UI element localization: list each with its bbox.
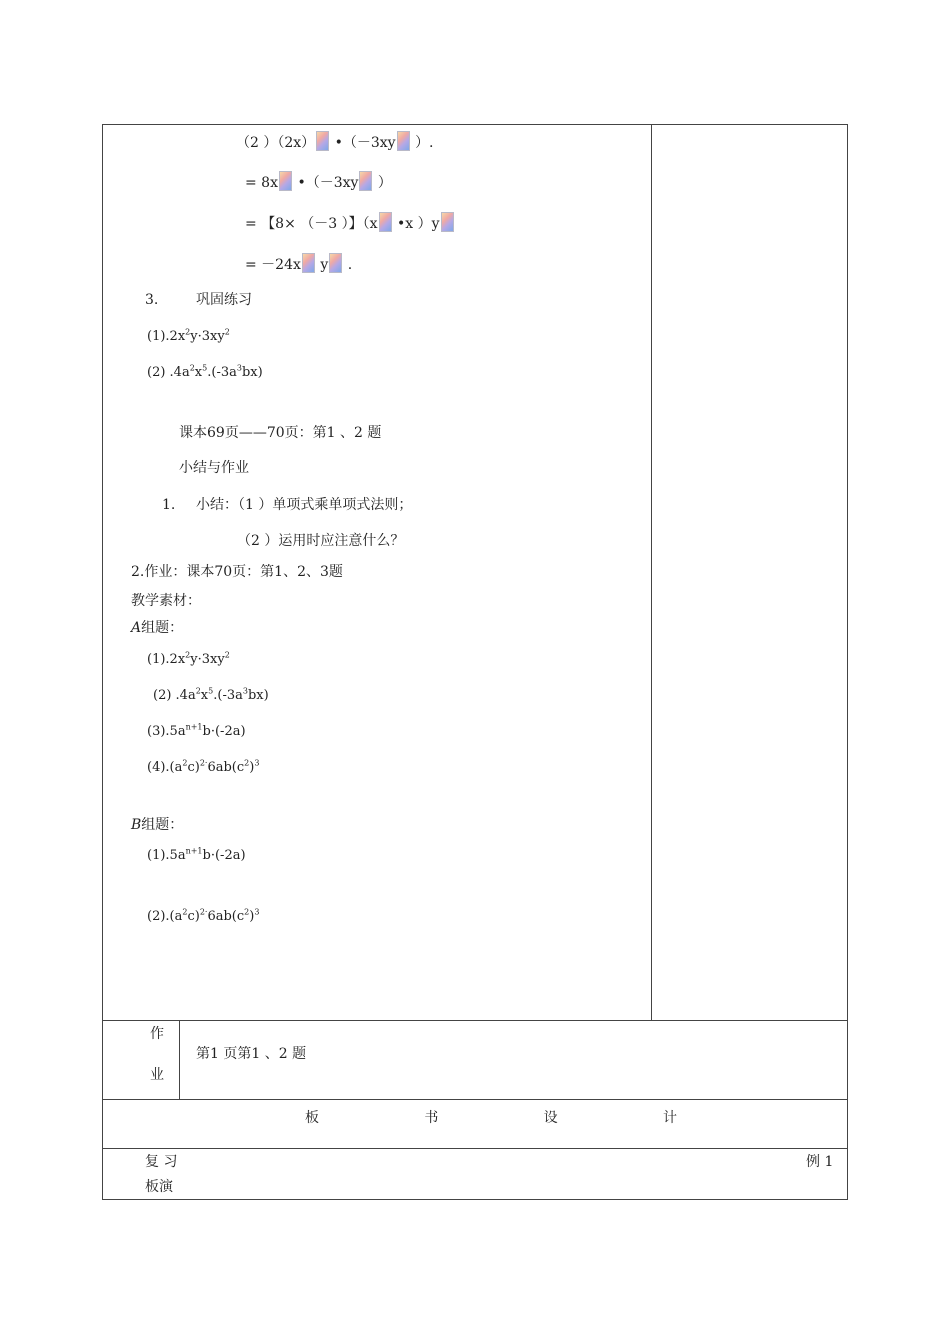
text: ）. [415,135,434,151]
group-a-question-2: (2) $.4a^2x^5.(-3a^3bx)$ [153,686,269,703]
board-char: 设 [543,1110,558,1126]
text: •（－3xy [297,175,359,191]
homework-assignment: 2.作业：课本70页：第1、2、3题 [131,564,343,580]
text: ） [377,175,392,191]
broken-image-icon [279,171,292,191]
homework-content: 第1 页第1 、2 题 [196,1046,307,1062]
row-divider-homework [102,1020,848,1021]
summary-point-1-number: 1. [162,497,176,513]
broken-image-icon [397,131,410,151]
table-bottom-border [102,1199,848,1200]
review-label: 复 习 [145,1154,178,1170]
example-line-4 [245,253,352,273]
broken-image-icon [379,212,392,232]
row-divider-board [102,1099,848,1100]
text: = 【8× （－3 ）】（x [245,216,378,232]
example-line-3 [245,212,455,232]
homework-label-top: 作 [150,1026,164,1042]
row-divider-bottom [102,1148,848,1149]
summary-point-1: 小结：（1 ）单项式乘单项式法则； [196,497,413,513]
example-line-2 [245,171,392,191]
table-right-border [847,124,848,1200]
group-b-question-1: $(1).5a^{n+1}b\cdot(-2a)$ [147,846,246,863]
text: •x ）y [396,216,440,232]
group-b-title: B组题： [131,817,184,833]
group-a-question-1: $(1).2x^2y\cdot 3xy^2$ [147,650,230,667]
broken-image-icon [302,253,315,273]
broken-image-icon [359,171,372,191]
broken-image-icon [329,253,342,273]
text: . [347,257,353,273]
teaching-materials-label: 教学素材： [131,593,201,609]
text: y [320,257,329,273]
table-top-border [102,124,848,125]
text: = －24x [245,257,301,273]
group-b-question-2: $(2).(a^2c)^{2\cdot}6ab(c^2)^3$ [147,907,260,924]
practice-heading: 巩固练习 [196,292,252,308]
board-char: 板 [305,1110,319,1126]
table-left-border [102,124,103,1200]
board-char: 计 [662,1110,677,1126]
text: = 8x [245,175,278,191]
group-a-title: A组题： [131,620,184,636]
summary-title: 小结与作业 [179,460,249,476]
text: •（－3xy [334,135,396,151]
practice-question-1: $(1).2x^2y\cdot 3xy^2$ [147,327,230,344]
group-a-question-3: $(3).5a^{n+1}b\cdot(-2a)$ [147,722,246,739]
example-line-1 [236,131,434,151]
group-a-question-4: $(4).(a^2c)^{2\cdot}6ab(c^2)^3$ [147,758,260,775]
homework-label-divider [179,1020,180,1100]
broken-image-icon [316,131,329,151]
broken-image-icon [441,212,454,232]
summary-point-2: （2 ）运用时应注意什么？ [237,533,405,549]
board-design-header [305,1111,677,1125]
textbook-exercise: 课本69页——70页：第1 、2 题 [179,425,382,441]
board-demo-label: 板演 [145,1179,173,1195]
column-divider [651,124,652,1021]
text: （2 ）（2x） [236,135,316,151]
homework-label-bottom: 业 [150,1067,164,1083]
board-char: 书 [424,1110,439,1126]
example-label: 例 1 [806,1154,834,1170]
practice-heading-number: 3. [145,292,159,308]
practice-question-2: (2) $.4a^2x^5.(-3a^3bx)$ [147,363,263,380]
